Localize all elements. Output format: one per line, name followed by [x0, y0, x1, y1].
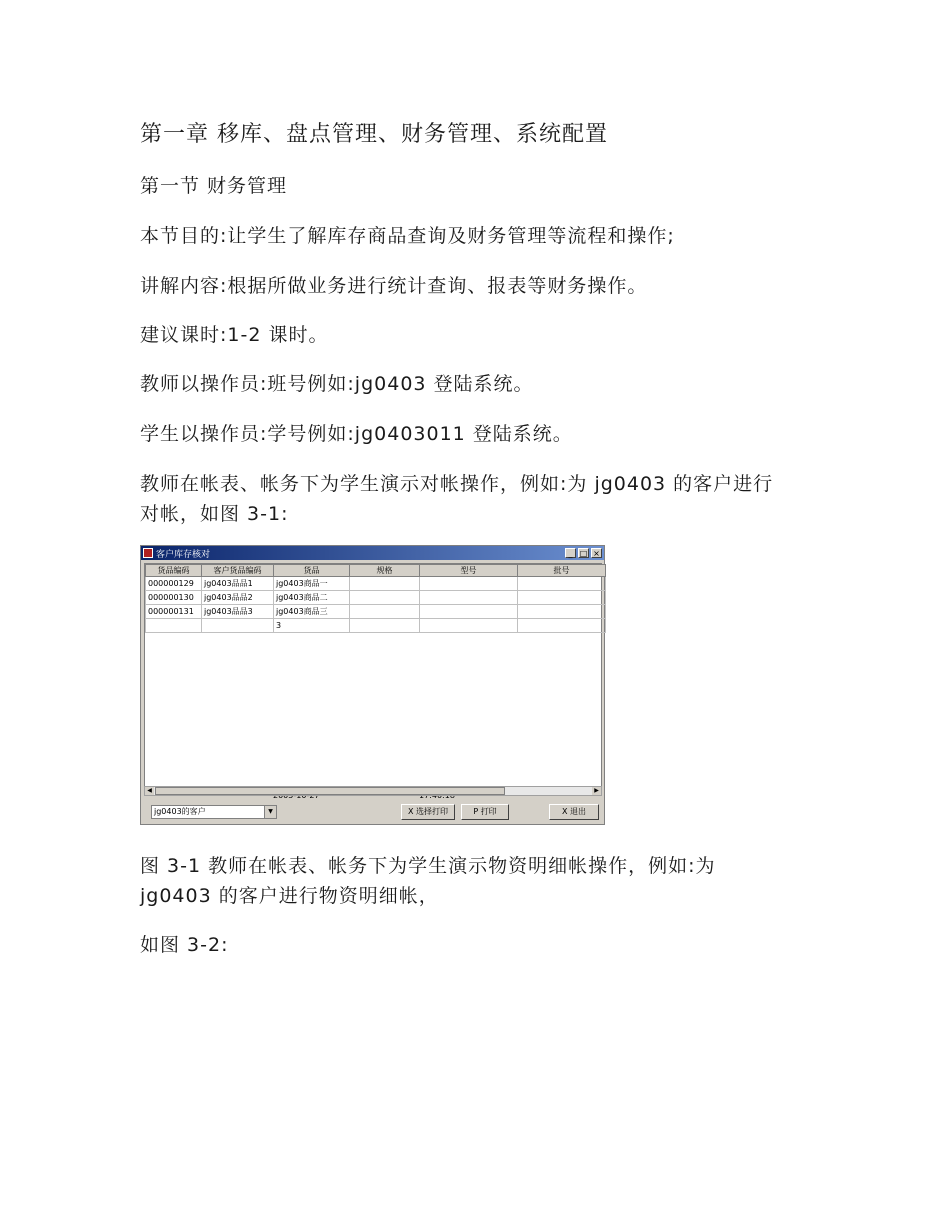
table-cell: [350, 605, 420, 619]
chevron-down-icon[interactable]: ▼: [264, 806, 276, 818]
demo-paragraph-line1: 教师在帐表、帐务下为学生演示对帐操作，例如:为 jg0403 的客户进行: [140, 473, 774, 495]
column-header[interactable]: 型号: [420, 565, 518, 577]
customer-select-value: jg0403的客户: [154, 807, 206, 816]
figure-caption-line2: jg0403 的客户进行物资明细帐，: [140, 885, 439, 907]
print-button[interactable]: [461, 804, 509, 820]
table-cell: 000000130: [146, 591, 202, 605]
inventory-grid[interactable]: [144, 563, 602, 793]
hours-paragraph: 建议课时:1-2 课时。: [140, 324, 329, 346]
table-cell: [202, 619, 274, 633]
table-cell: [420, 577, 518, 591]
column-header[interactable]: 规格: [350, 565, 420, 577]
column-header[interactable]: 货品编码: [146, 565, 202, 577]
table-cell: jg0403品品2: [202, 591, 274, 605]
print-label: 打印: [480, 807, 497, 816]
column-header[interactable]: 批号: [518, 565, 606, 577]
table-cell: 000000129: [146, 577, 202, 591]
table-cell: jg0403品品3: [202, 605, 274, 619]
table-header-row: [146, 565, 606, 577]
maximize-icon[interactable]: □: [579, 549, 588, 558]
table-cell: jg0403商品三: [274, 605, 350, 619]
table-cell: [420, 605, 518, 619]
chapter-title: 第一章 移库、盘点管理、财务管理、系统配置: [140, 122, 608, 147]
table-cell: [146, 619, 202, 633]
table-cell: [518, 577, 606, 591]
scrollbar-thumb[interactable]: [155, 787, 505, 795]
shortcut-key: X: [407, 807, 414, 816]
table-cell: [420, 591, 518, 605]
close-icon[interactable]: ×: [591, 548, 602, 558]
shortcut-key: P: [473, 807, 479, 816]
minimize-icon[interactable]: _: [565, 548, 576, 558]
next-figure-reference: 如图 3-2:: [140, 934, 229, 956]
window-bottom-bar: [141, 800, 604, 824]
teacher-login-paragraph: 教师以操作员:班号例如:jg0403 登陆系统。: [140, 373, 534, 395]
column-header[interactable]: 客户货品编码: [202, 565, 274, 577]
student-login-paragraph: 学生以操作员:学号例如:jg0403011 登陆系统。: [140, 423, 573, 445]
exit-label: 退出: [570, 807, 587, 816]
scroll-right-icon[interactable]: ▶: [592, 787, 601, 795]
table-cell: [518, 619, 606, 633]
table-cell: [420, 619, 518, 633]
table-cell: [350, 577, 420, 591]
table-cell: 000000131: [146, 605, 202, 619]
purpose-paragraph: 本节目的:让学生了解库存商品查询及财务管理等流程和操作;: [140, 225, 675, 247]
screenshot-window: [140, 545, 605, 825]
table-summary-row: [146, 619, 606, 633]
table-cell: 3: [274, 619, 350, 633]
horizontal-scrollbar[interactable]: [144, 786, 602, 796]
section-title: 第一节 财务管理: [140, 175, 288, 197]
table-cell: jg0403商品一: [274, 577, 350, 591]
table-cell: [518, 591, 606, 605]
app-icon: [143, 548, 153, 558]
column-header[interactable]: 货品: [274, 565, 350, 577]
inventory-table: [145, 564, 606, 633]
window-title: 客户库存核对: [156, 549, 211, 560]
content-paragraph: 讲解内容:根据所做业务进行统计查询、报表等财务操作。: [140, 275, 648, 297]
table-row[interactable]: [146, 591, 606, 605]
table-cell: jg0403商品二: [274, 591, 350, 605]
demo-paragraph-line2: 对帐，如图 3-1:: [140, 503, 289, 525]
select-print-button[interactable]: [401, 804, 455, 820]
customer-select[interactable]: [151, 805, 277, 819]
table-row[interactable]: [146, 605, 606, 619]
table-row[interactable]: [146, 577, 606, 591]
table-cell: jg0403品品1: [202, 577, 274, 591]
table-cell: [350, 591, 420, 605]
table-cell: [350, 619, 420, 633]
exit-button[interactable]: [549, 804, 599, 820]
select-print-label: 选择打印: [416, 807, 449, 816]
window-titlebar: [141, 546, 604, 560]
figure-caption-line1: 图 3-1 教师在帐表、帐务下为学生演示物资明细帐操作，例如:为: [140, 855, 716, 877]
scroll-left-icon[interactable]: ◀: [145, 787, 154, 795]
table-cell: [518, 605, 606, 619]
shortcut-key: X: [561, 807, 568, 816]
